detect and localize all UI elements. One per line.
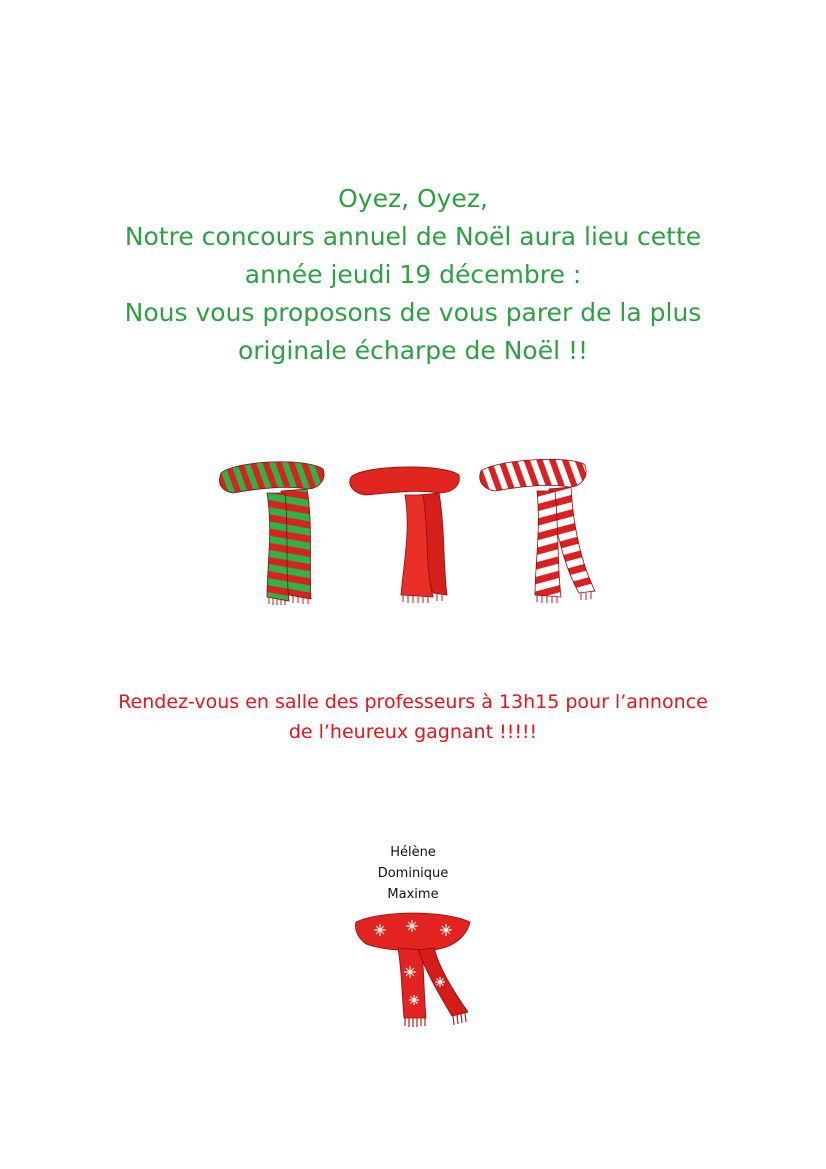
organizers-list [313, 842, 513, 905]
organizer-name: Dominique [377, 866, 449, 881]
organizer-name: Hélène [390, 845, 436, 860]
red-white-striped-scarf-icon [477, 455, 602, 605]
organizer-name: Maxime [387, 887, 439, 902]
green-red-striped-scarf-icon [215, 455, 330, 605]
rendezvous-line: de l’heureux gagnant !!!!! [288, 721, 538, 743]
announcement-line: Oyez, Oyez, [338, 184, 488, 213]
plain-red-scarf-icon [347, 455, 462, 605]
announcement-line: année jeudi 19 décembre : [244, 260, 582, 289]
announcement-line: originale écharpe de Noël !! [237, 336, 589, 365]
announcement-line: Nous vous proposons de vous parer de la plus [124, 298, 702, 327]
rendezvous-line: Rendez-vous en salle des professeurs à 13h15 pour l’annonce [118, 691, 708, 713]
scarves-illustration [215, 455, 615, 610]
rendezvous-text [40, 687, 786, 747]
snowflake-scarf-icon [352, 908, 474, 1033]
announcement-line: Notre concours annuel de Noël aura lieu cette [124, 222, 702, 251]
announcement-text [60, 180, 766, 370]
